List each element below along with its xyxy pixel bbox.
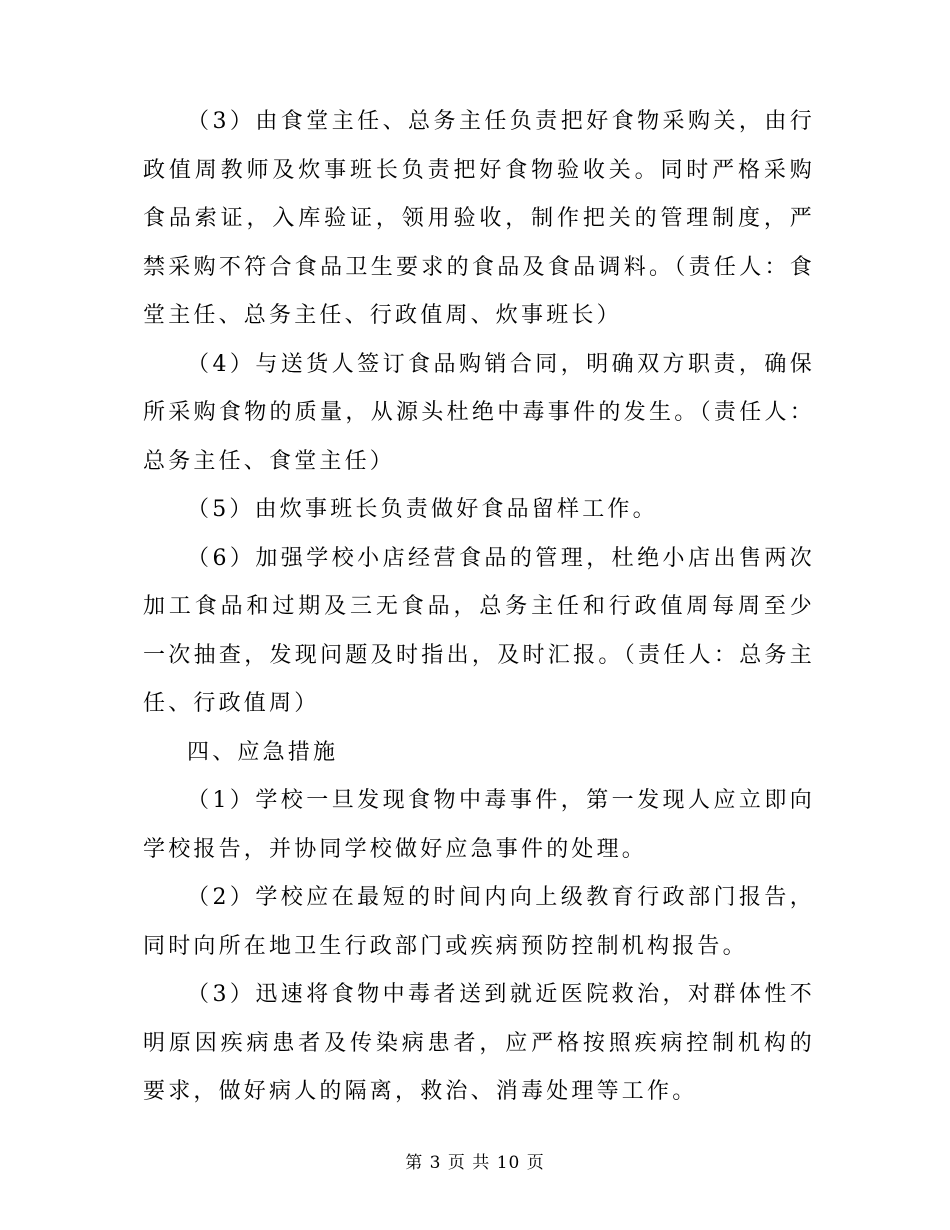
page-number-footer: 第 3 页 共 10 页 <box>405 1153 545 1173</box>
paragraph-item-4-contract: （4）与送货人签订食品购销合同，明确双方职责，确保所采购食物的质量，从源头杜绝中毒事件的发生。（责任人：总务主任、食堂主任） <box>143 351 815 474</box>
paragraph-item-6-shop: （6）加强学校小店经营食品的管理，杜绝小店出售两次加工食品和过期及三无食品，总务主任和行政值周每周至少一次抽查，发现问题及时指出，及时汇报。（责任人：总务主任、行政值周） <box>143 545 815 716</box>
paragraph-emergency-3: （3）迅速将食物中毒者送到就近医院救治，对群体性不明原因疾病患者及传染病患者，应严格按照疾病控制机构的要求，做好病人的隔离，救治、消毒处理等工作。 <box>143 982 815 1104</box>
paragraph-item-3-procurement: （3）由食堂主任、总务主任负责把好食物采购关，由行政值周教师及炊事班长负责把好食物验收关。同时严格采购食品索证，入库验证，领用验收，制作把关的管理制度，严禁采购不符合食品卫生要求的食品及食品调料。（责任人：食堂主任、总务主任、行政值周、炊事班长） <box>143 109 815 328</box>
section-heading-emergency: 四、应急措施 <box>187 739 339 765</box>
paragraph-emergency-1: （1）学校一旦发现食物中毒事件，第一发现人应立即向学校报告，并协同学校做好应急事件的处理。 <box>143 788 815 862</box>
document-body <box>143 98 815 1117</box>
paragraph-item-5-sample: （5）由炊事班长负责做好食品留样工作。 <box>187 497 658 522</box>
paragraph-emergency-2: （2）学校应在最短的时间内向上级教育行政部门报告，同时向所在地卫生行政部门或疾病预防控制机构报告。 <box>143 885 815 959</box>
